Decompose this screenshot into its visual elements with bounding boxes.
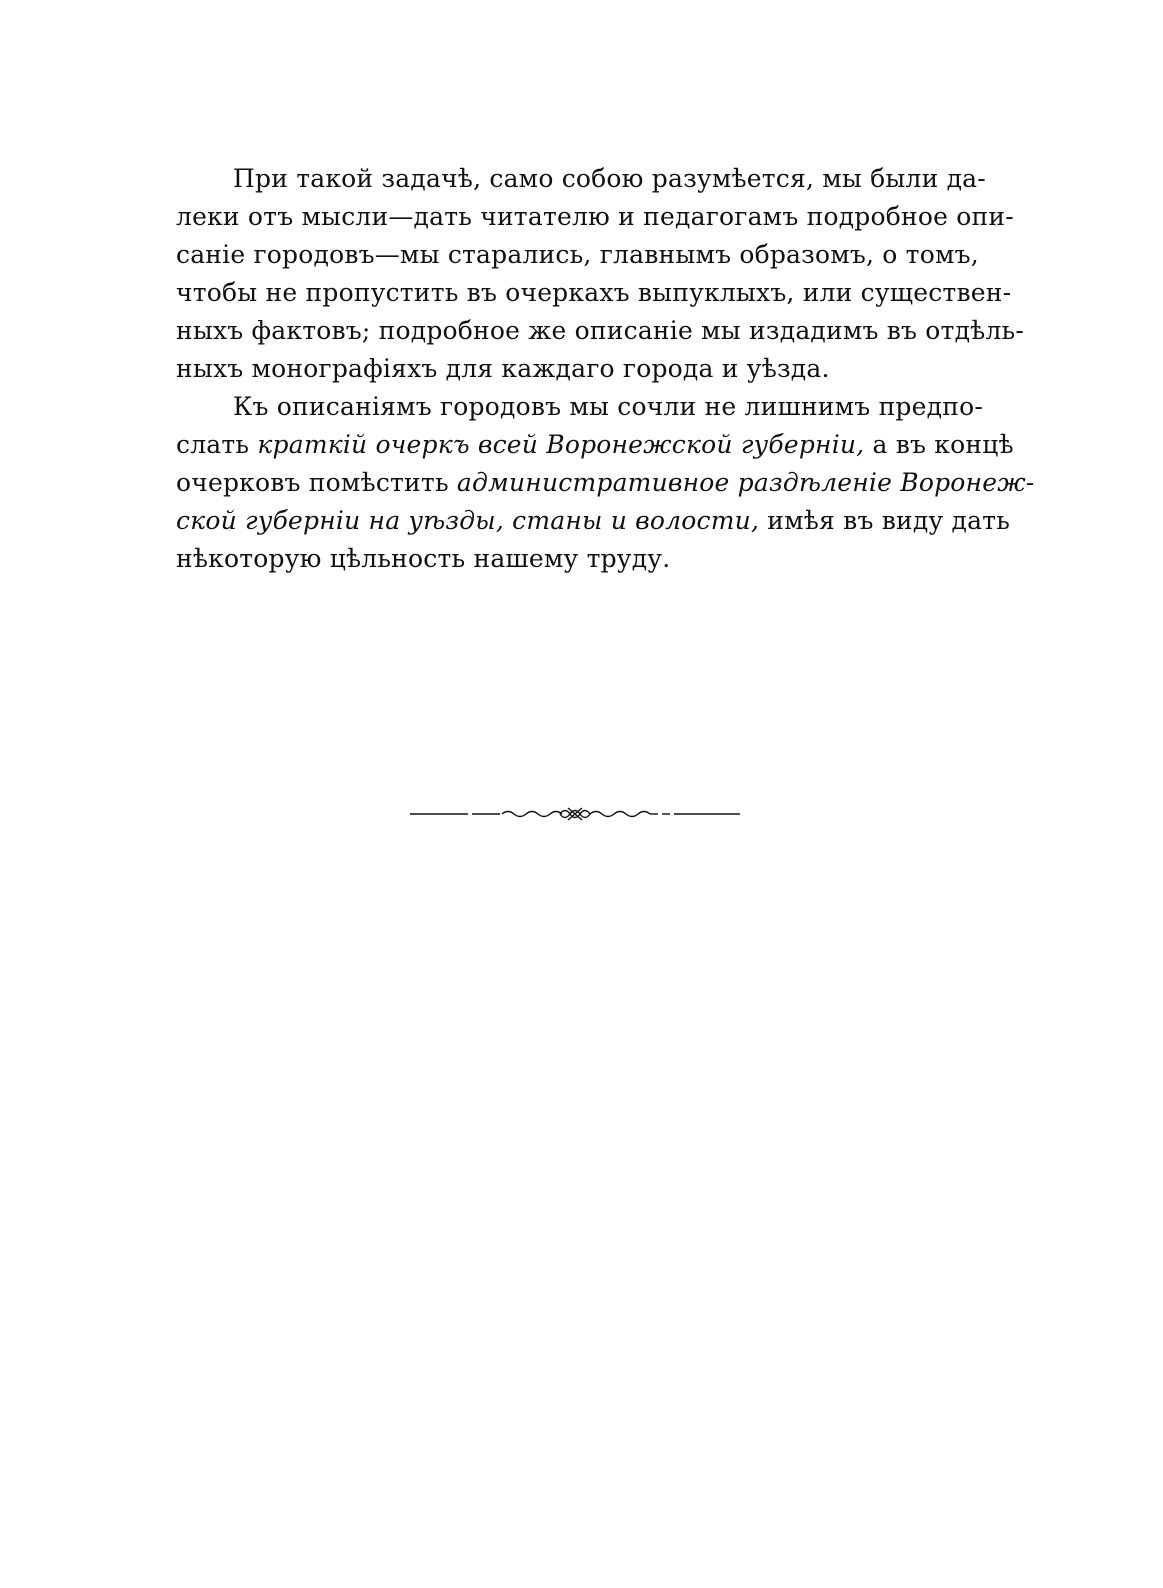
text-line — [176, 464, 1035, 502]
body-text — [176, 160, 1035, 578]
text-segment: санiе городовъ—мы старались, главнымъ образомъ, о томъ, — [176, 240, 979, 269]
text-line — [176, 160, 986, 198]
flourish-divider-icon — [410, 804, 740, 824]
paragraph — [176, 388, 1035, 578]
text-line — [176, 540, 974, 578]
text-line — [176, 426, 1014, 464]
text-line — [176, 388, 983, 426]
text-segment: чтобы не пропустить въ очеркахъ выпуклыхъ, или существен- — [176, 278, 1012, 307]
italic-phrase: административное раздѣленiе Воронеж- — [456, 468, 1035, 497]
text-line — [176, 502, 1011, 540]
paragraph — [176, 160, 1024, 388]
italic-phrase: краткiй очеркъ всей Воронежской губернiи, — [257, 430, 865, 459]
text-segment: ныхъ монографiяхъ для каждаго города и уѣзда. — [176, 354, 830, 383]
text-segment: При такой задачѣ, само собою разумѣется, мы были да- — [233, 164, 986, 193]
text-segment: имѣя въ виду дать — [759, 506, 1011, 535]
text-line — [176, 236, 979, 274]
text-line — [176, 198, 1014, 236]
text-segment: леки отъ мысли—дать читателю и педагогамъ подробное опи- — [176, 202, 1014, 231]
text-segment: а въ концѣ — [864, 430, 1014, 459]
text-segment: слать — [176, 430, 258, 459]
text-segment: нѣкоторую цѣльность нашему труду. — [176, 544, 671, 573]
text-line — [176, 274, 1012, 312]
text-segment: очерковъ помѣстить — [176, 468, 457, 497]
text-segment: ныхъ фактовъ; подробное же описанiе мы издадимъ въ отдѣль- — [176, 316, 1024, 345]
text-line — [176, 350, 974, 388]
text-line — [176, 312, 1024, 350]
italic-phrase: ской губернiи на уѣзды, станы и волости, — [176, 506, 760, 535]
text-segment: Къ описанiямъ городовъ мы сочли не лишнимъ предпо- — [233, 392, 983, 421]
